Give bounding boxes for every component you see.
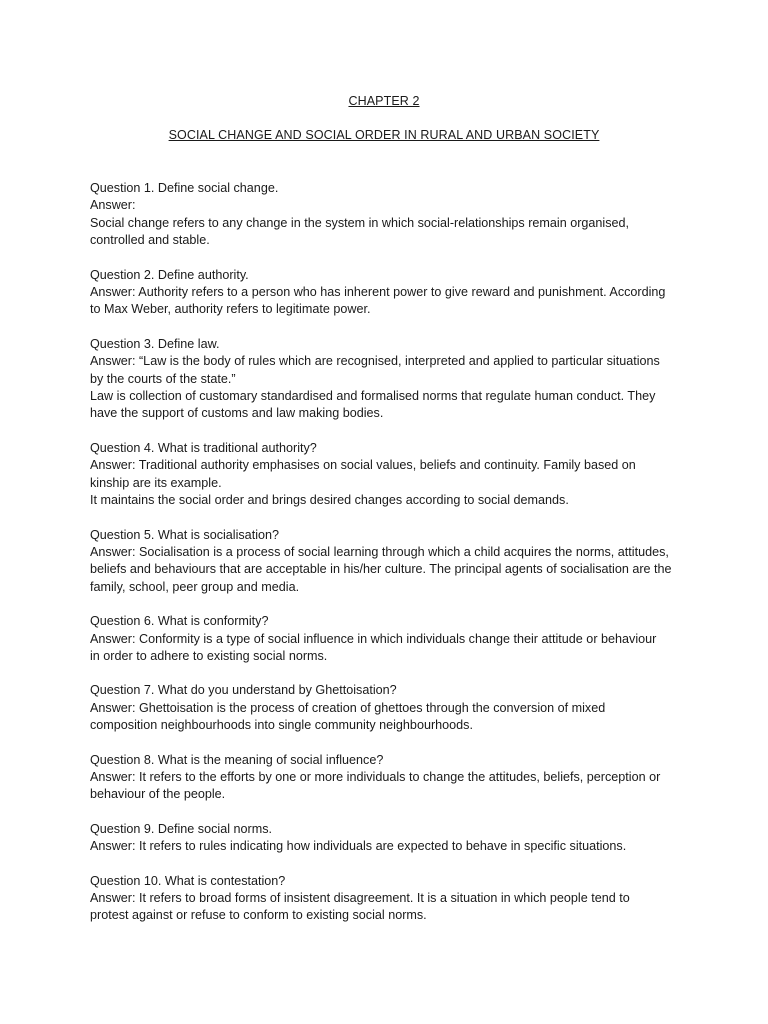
question-line: Question 3. Define law. xyxy=(90,336,220,351)
answer-line: Law is collection of customary standardised and formalised norms that regulate human conduct. They xyxy=(90,389,656,404)
answer-line: protest against or refuse to conform to existing social norms. xyxy=(90,908,427,923)
question-answer-list xyxy=(90,180,690,942)
answer-line: family, school, peer group and media. xyxy=(90,579,300,594)
answer-line: behaviour of the people. xyxy=(90,787,226,802)
question-line: Question 2. Define authority. xyxy=(90,267,249,282)
answer-line: to Max Weber, authority refers to legitimate power. xyxy=(90,302,371,317)
answer-line: Answer: It refers to the efforts by one or more individuals to change the attitudes, beliefs, perception or xyxy=(90,769,661,784)
answer-line: kinship are its example. xyxy=(90,475,222,490)
answer-line: Answer: Socialisation is a process of social learning through which a child acquires the norms, attitudes, xyxy=(90,544,669,559)
qa-block-4 xyxy=(90,440,690,510)
answer-line: Answer: xyxy=(90,198,136,213)
qa-block-1 xyxy=(90,180,690,250)
answer-line: controlled and stable. xyxy=(90,233,210,248)
answer-line: Social change refers to any change in the system in which social-relationships remain organised, xyxy=(90,215,630,230)
answer-line: Answer: Ghettoisation is the process of creation of ghettoes through the conversion of mixed xyxy=(90,700,606,715)
question-line: Question 1. Define social change. xyxy=(90,181,279,195)
question-line: Question 5. What is socialisation? xyxy=(90,527,279,542)
chapter-title: CHAPTER 2 xyxy=(348,94,420,108)
qa-block-2 xyxy=(90,267,690,319)
answer-line: Answer: It refers to broad forms of insistent disagreement. It is a situation in which people tend to xyxy=(90,891,630,905)
question-line: Question 8. What is the meaning of social influence? xyxy=(90,752,384,767)
qa-block-10 xyxy=(90,873,690,925)
answer-line: by the courts of the state.” xyxy=(90,371,236,386)
answer-line: It maintains the social order and brings desired changes according to social demands. xyxy=(90,493,569,508)
answer-line: Answer: Authority refers to a person who has inherent power to give reward and punishment. According xyxy=(90,285,666,300)
question-line: Question 7. What do you understand by Ghettoisation? xyxy=(90,683,397,698)
answer-line: Answer: Traditional authority emphasises on social values, beliefs and continuity. Family based on xyxy=(90,458,636,473)
qa-block-5 xyxy=(90,527,690,597)
answer-line: beliefs and behaviours that are acceptable in his/her culture. The principal agents of socialisation are the xyxy=(90,562,672,577)
answer-line: Answer: Conformity is a type of social influence in which individuals change their attitude or behaviour xyxy=(90,631,657,646)
answer-line: composition neighbourhoods into single community neighbourhoods. xyxy=(90,718,473,733)
answer-line: in order to adhere to existing social norms. xyxy=(90,648,328,663)
qa-block-6 xyxy=(90,613,690,665)
answer-line: Answer: “Law is the body of rules which are recognised, interpreted and applied to particular situations xyxy=(90,354,660,369)
qa-block-8 xyxy=(90,752,690,804)
qa-block-9 xyxy=(90,821,690,856)
qa-block-3 xyxy=(90,336,690,423)
question-line: Question 4. What is traditional authority? xyxy=(90,440,317,455)
chapter-heading: SOCIAL CHANGE AND SOCIAL ORDER IN RURAL AND URBAN SOCIETY xyxy=(168,128,600,142)
qa-block-7 xyxy=(90,682,690,734)
answer-line: have the support of customs and law making bodies. xyxy=(90,406,384,421)
question-line: Question 10. What is contestation? xyxy=(90,873,286,888)
question-line: Question 9. Define social norms. xyxy=(90,821,272,836)
answer-line: Answer: It refers to rules indicating how individuals are expected to behave in specific situations. xyxy=(90,839,627,854)
question-line: Question 6. What is conformity? xyxy=(90,614,269,629)
